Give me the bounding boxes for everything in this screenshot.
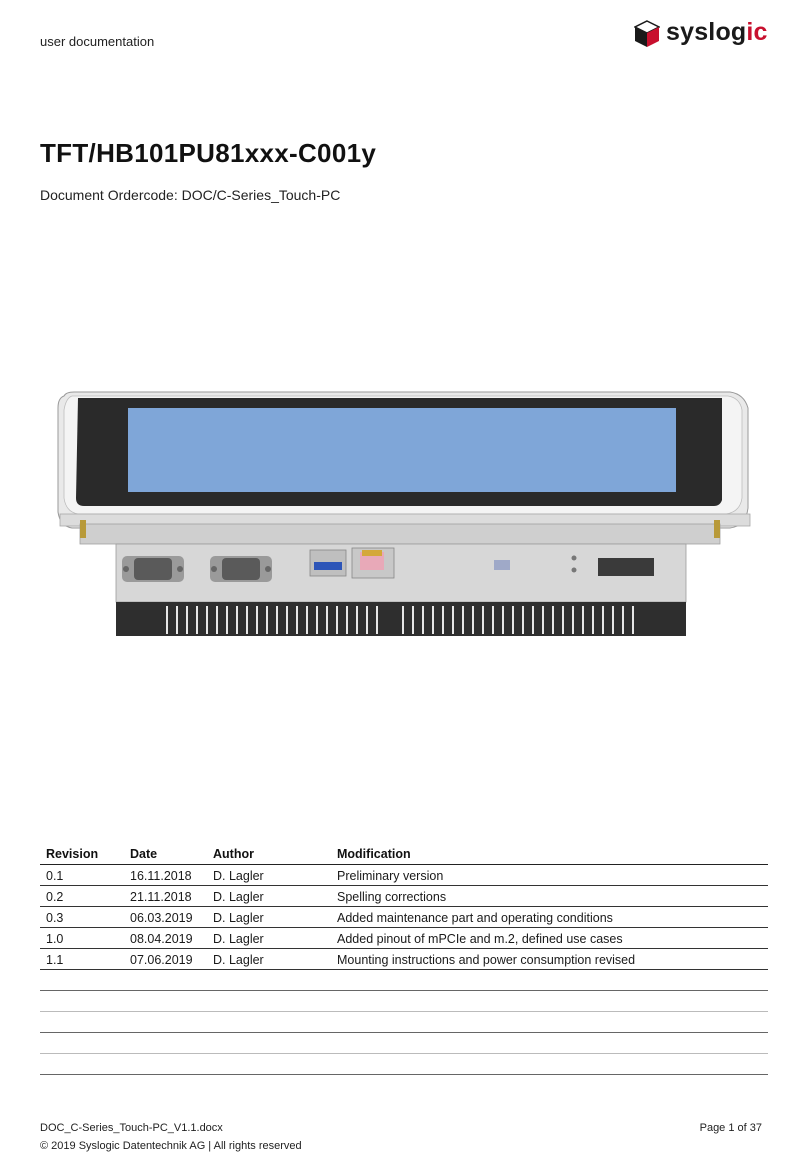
footer-filename: DOC_C-Series_Touch-PC_V1.1.docx — [40, 1122, 223, 1134]
column-header: Author — [207, 843, 331, 865]
serial-port-1 — [122, 556, 184, 582]
modification-cell: Spelling corrections — [331, 886, 768, 907]
revision-cell: 1.1 — [40, 949, 124, 970]
modification-cell: Added pinout of mPCIe and m.2, defined use cases — [331, 928, 768, 949]
footer-copyright: © 2019 Syslogic Datentechnik AG | All rights reserved — [40, 1140, 302, 1152]
author-cell: D. Lagler — [207, 865, 331, 886]
date-cell: 16.11.2018 — [124, 865, 207, 886]
power-connector — [598, 558, 654, 576]
column-header: Modification — [331, 843, 768, 865]
table-header-row — [40, 843, 768, 865]
date-cell: 08.04.2019 — [124, 928, 207, 949]
author-cell: D. Lagler — [207, 949, 331, 970]
table-row — [40, 865, 768, 886]
date-cell: 21.11.2018 — [124, 886, 207, 907]
author-cell: D. Lagler — [207, 907, 331, 928]
column-header: Date — [124, 843, 207, 865]
cube-logo-icon — [634, 20, 660, 48]
led-indicator — [572, 568, 577, 573]
empty-table-row — [40, 970, 768, 991]
author-cell: D. Lagler — [207, 886, 331, 907]
modification-cell: Mounting instructions and power consumption revised — [331, 949, 768, 970]
small-connector — [494, 560, 510, 570]
empty-table-row — [40, 1033, 768, 1054]
touch-pc-product-image — [50, 388, 760, 638]
empty-table-row — [40, 991, 768, 1012]
revision-table — [40, 843, 768, 1075]
led-indicator — [572, 556, 577, 561]
document-ordercode: Document Ordercode: DOC/C-Series_Touch-PC — [40, 187, 341, 203]
revision-cell: 0.3 — [40, 907, 124, 928]
table-row — [40, 886, 768, 907]
syslogic-logo — [632, 18, 772, 50]
document-title: TFT/HB101PU81xxx-C001y — [40, 138, 377, 168]
empty-table-row — [40, 1054, 768, 1075]
column-header: Revision — [40, 843, 124, 865]
modification-cell: Preliminary version — [331, 865, 768, 886]
serial-port-2 — [210, 556, 272, 582]
footer-page-number: Page 1 of 37 — [699, 1122, 762, 1134]
header-label: user documentation — [40, 34, 155, 49]
revision-cell: 0.1 — [40, 865, 124, 886]
author-cell: D. Lagler — [207, 928, 331, 949]
usb-port — [310, 550, 346, 576]
date-cell: 07.06.2019 — [124, 949, 207, 970]
empty-table-row — [40, 1012, 768, 1033]
date-cell: 06.03.2019 — [124, 907, 207, 928]
table-row — [40, 928, 768, 949]
logo-wordmark: syslogic — [666, 18, 768, 46]
ethernet-port — [352, 548, 394, 578]
table-row — [40, 949, 768, 970]
modification-cell: Added maintenance part and operating conditions — [331, 907, 768, 928]
table-row — [40, 907, 768, 928]
revision-cell: 1.0 — [40, 928, 124, 949]
revision-cell: 0.2 — [40, 886, 124, 907]
display-screen — [128, 408, 676, 492]
